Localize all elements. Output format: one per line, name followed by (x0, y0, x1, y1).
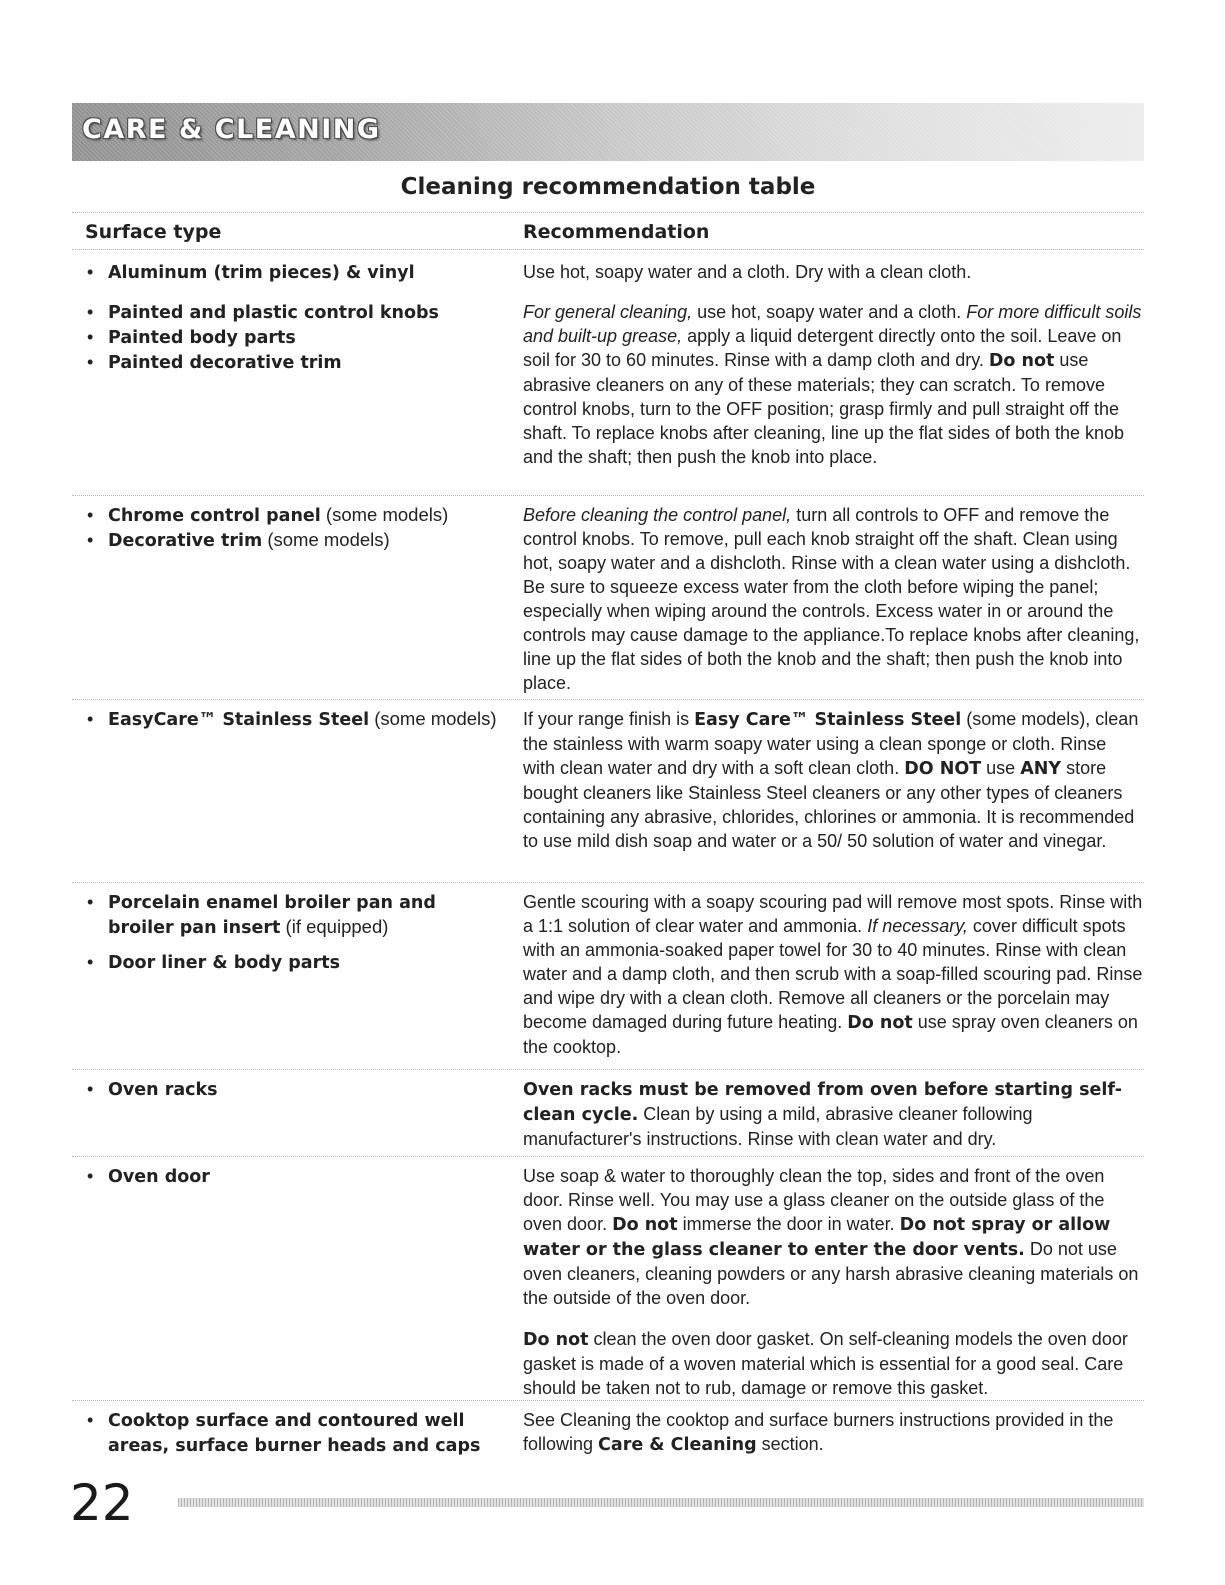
surface-note: (some models) (262, 529, 390, 550)
surface-cell (84, 707, 504, 732)
surface-cell (84, 890, 504, 975)
recommendation-text (523, 503, 1143, 695)
surface-item (84, 325, 504, 350)
recommendation-text (523, 1327, 1143, 1400)
surface-item (84, 528, 504, 553)
surface-name: Aluminum (trim pieces) & vinyl (108, 263, 415, 283)
surface-item (84, 890, 504, 940)
page-number: 22 (70, 1474, 134, 1532)
surface-name: Painted and plastic control knobs (108, 303, 439, 323)
surface-name: Decorative trim (108, 531, 263, 551)
header-top-rule (72, 212, 1144, 213)
footer-bar (178, 1498, 1144, 1507)
surface-item (84, 1408, 504, 1458)
text-segment: Do not use oven cleaners, cleaning powders or any harsh abrasive cleaning materials on the outside of the oven door. (523, 1239, 1139, 1308)
surface-cell (84, 503, 504, 553)
surface-name: Cooktop surface and contoured well areas, surface burner heads and caps (108, 1411, 481, 1456)
recommendation-text (523, 707, 1143, 853)
emphasis-italic: If necessary, (867, 916, 968, 936)
recommendation-cell (523, 1164, 1143, 1400)
surface-name: Painted decorative trim (108, 353, 342, 373)
text-segment: immerse the door in water. (677, 1214, 900, 1234)
text-segment: cover difficult spots with an ammonia-soaked paper towel for 30 to 40 minutes. Rinse with clean water and a damp cloth, and then scrub with a soap-filled scouring pad. Rinse and wipe dry with a clean cloth. Remove all cleaners or the porcelain may become damaged during future heating. (523, 916, 1143, 1032)
surface-item (84, 300, 504, 325)
text-segment: clean the oven door gasket. On self-cleaning models the oven door gasket is made of a woven material which is essential for a good seal. Care should be taken not to rub, damage or remove this gasket. (523, 1329, 1128, 1398)
emphasis-italic: For more difficult soils and built-up grease, (523, 302, 1142, 346)
surface-note: (some models) (320, 504, 449, 525)
emphasis-italic: For general cleaning, (523, 302, 693, 322)
surface-name: Oven racks (108, 1080, 218, 1100)
surface-cell (84, 1077, 504, 1102)
recommendation-text (523, 260, 1143, 284)
emphasis-bold: Do not (988, 351, 1055, 371)
text-segment: Clean by using a mild, abrasive cleaner following manufacturer's instructions. Rinse with clean water and dry. (523, 1104, 1033, 1149)
surface-note: (some models) (369, 708, 497, 729)
recommendation-cell (523, 503, 1143, 695)
emphasis-bold: Do not spray or allow water or the glass cleaner to enter the door vents. (523, 1215, 1111, 1260)
emphasis-bold: DO NOT (904, 759, 982, 779)
surface-item (84, 950, 504, 975)
surface-item (84, 260, 504, 285)
recommendation-text (523, 1077, 1143, 1151)
recommendation-cell (523, 707, 1143, 853)
text-segment: use abrasive cleaners on any of these materials; they can scratch. To remove control knobs, turn to the OFF position; grasp firmly and pull straight off the shaft. To replace knobs after cleaning, line up the flat sides of both the knob and the shaft; then push the knob into place. (523, 350, 1125, 467)
text-segment: Gentle scouring with a soapy scouring pad will remove most spots. Rinse with a 1:1 solution of clear water and ammonia. (523, 892, 1143, 936)
text-segment: store bought cleaners like Stainless Steel cleaners or any other types of cleaners containing any abrasive, chlorides, chlorines or ammonia. It is recommended to use mild dish soap and water or a 50/ 50 solution of water and vinegar. (523, 758, 1135, 851)
emphasis-bold: Do not (847, 1013, 913, 1033)
section-title: CARE & CLEANING (82, 114, 381, 145)
row-divider (72, 882, 1144, 883)
column-header-surface: Surface type (85, 221, 222, 243)
surface-cell (84, 1408, 504, 1458)
table-title: Cleaning recommendation table (400, 174, 816, 200)
text-segment: use (981, 758, 1021, 778)
row-divider (72, 495, 1144, 496)
surface-name: Painted body parts (108, 328, 296, 348)
column-header-recommendation: Recommendation (523, 221, 710, 243)
recommendation-cell (523, 1408, 1143, 1457)
row-divider (72, 1069, 1144, 1070)
surface-item (84, 503, 504, 528)
surface-cell (84, 300, 504, 375)
text-segment: turn all controls to OFF and remove the control knobs. To remove, pull each knob straight off the shaft. Clean using hot, soapy water and a dishcloth. Rinse with a clean water using a dishcloth. Be sure to squeeze excess water from the cloth before wiping the panel; especially when wiping around the controls. Excess water in or around the controls may cause damage to the appliance.To replace knobs after cleaning, line up the flat sides of both the knob and the shaft; then push the knob into place. (523, 505, 1140, 693)
recommendation-cell (523, 890, 1143, 1059)
surface-name: Door liner & body parts (108, 953, 341, 973)
text-segment: section. (756, 1434, 824, 1454)
text-segment: See Cleaning the cooktop and surface burners instructions provided in the following (523, 1410, 1114, 1454)
text-segment: If your range finish is (523, 709, 695, 729)
surface-name: EasyCare™ Stainless Steel (108, 710, 370, 730)
text-segment: Use soap & water to thoroughly clean the top, sides and front of the oven door. Rinse well. You may use a glass cleaner on the outside glass of the oven door. (523, 1166, 1105, 1234)
surface-item (84, 707, 504, 732)
surface-name: Chrome control panel (108, 506, 321, 526)
emphasis-bold: Easy Care™ Stainless Steel (694, 710, 962, 730)
header-bottom-rule (72, 249, 1144, 250)
text-segment: apply a liquid detergent directly onto the soil. Leave on soil for 30 to 60 minutes. Rinse with a damp cloth and dry. (523, 326, 1122, 370)
emphasis-italic: Before cleaning the control panel, (523, 505, 792, 525)
text-segment: use hot, soapy water and a cloth. (692, 302, 967, 322)
recommendation-text (523, 890, 1143, 1059)
recommendation-text (523, 1164, 1143, 1310)
row-divider (72, 1156, 1144, 1157)
text-segment: (some models), clean the stainless with warm soapy water using a clean sponge or cloth. Rinse with clean water and dry with a soft clean cloth. (523, 709, 1139, 778)
section-banner (72, 103, 1144, 161)
emphasis-bold: Do not (612, 1215, 678, 1235)
recommendation-cell (523, 260, 1143, 284)
emphasis-bold: Oven racks must be removed from oven before starting self-clean cycle. (523, 1080, 1122, 1125)
surface-item (84, 1077, 504, 1102)
text-segment: Use hot, soapy water and a cloth. Dry with a clean cloth. (523, 262, 972, 282)
surface-item (84, 350, 504, 375)
surface-item (84, 1164, 504, 1189)
recommendation-text (523, 300, 1143, 469)
row-divider (72, 1400, 1144, 1401)
recommendation-cell (523, 1077, 1143, 1151)
recommendation-text (523, 1408, 1143, 1457)
recommendation-cell (523, 300, 1143, 469)
emphasis-bold: Do not (523, 1330, 589, 1350)
emphasis-bold: ANY (1020, 759, 1062, 779)
surface-note: (if equipped) (280, 916, 389, 937)
surface-name: Porcelain enamel broiler pan and broiler pan insert (108, 893, 436, 938)
text-segment: use spray oven cleaners on the cooktop. (523, 1012, 1138, 1057)
surface-cell (84, 1164, 504, 1189)
row-divider (72, 699, 1144, 700)
emphasis-bold: Care & Cleaning (598, 1435, 757, 1455)
surface-name: Oven door (108, 1167, 210, 1187)
surface-cell (84, 260, 504, 285)
